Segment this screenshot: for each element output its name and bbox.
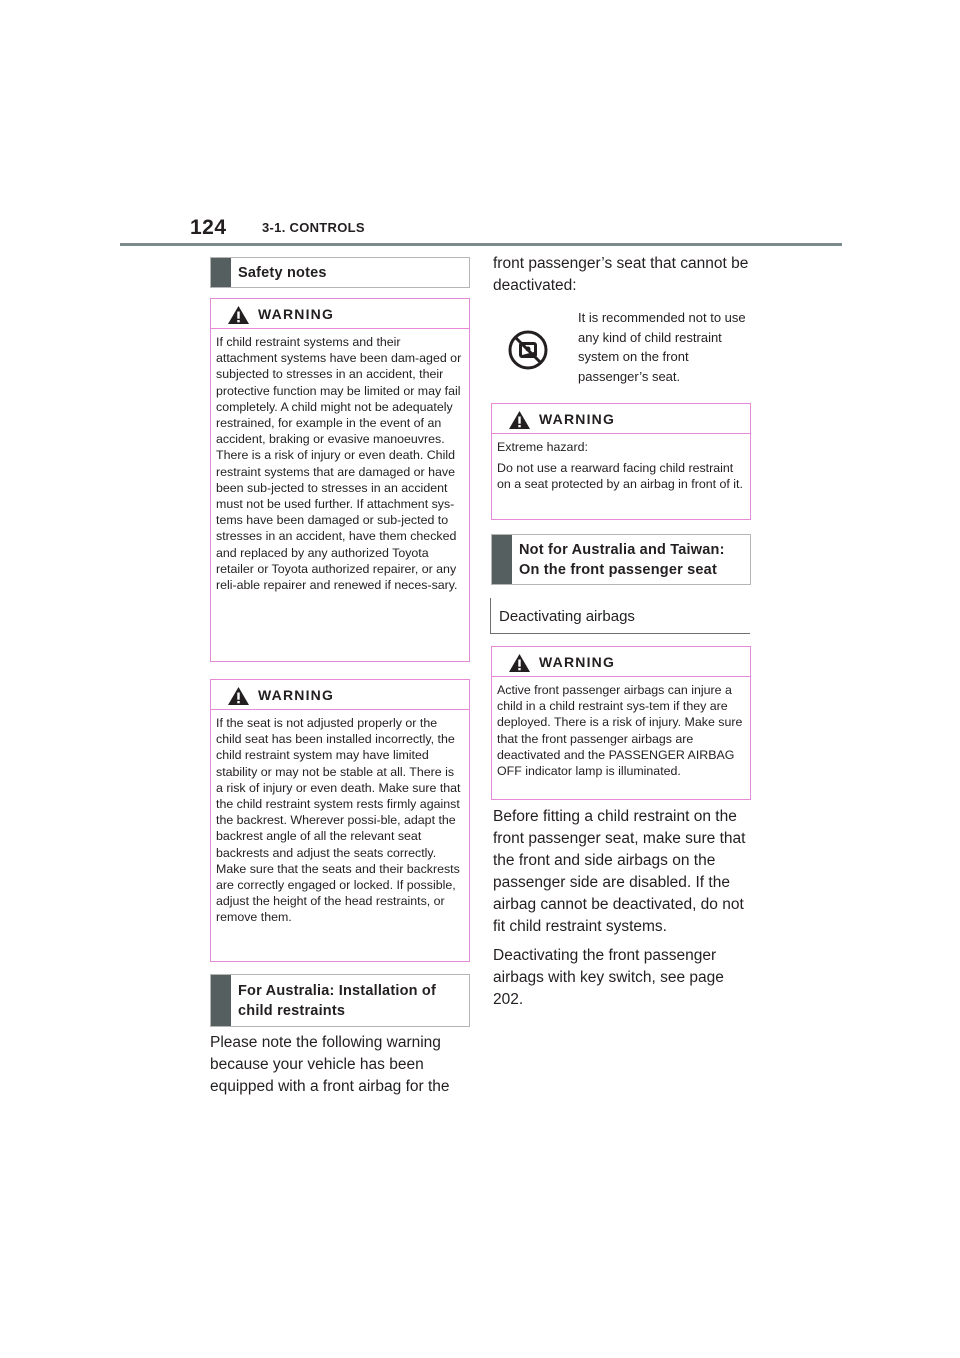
- deactivating-airbags-subheading: [490, 598, 750, 634]
- safety-notes-title: Safety notes: [238, 264, 327, 281]
- warning-text: Active front passenger airbags can injure a child in a child restraint sys-tem if they are deployed. There is a risk of injury. Make sure that the front passenger airbags are deactivated and the PASSENGER AIRBAG OFF indicator lamp is illuminated.: [497, 683, 743, 779]
- no-child-seat-icon: [508, 330, 548, 370]
- page-number: 124: [190, 216, 227, 239]
- paragraph-text: front passenger’s seat that cannot be deactivated:: [493, 255, 749, 294]
- warning-box-1: [210, 298, 470, 662]
- not-australia-header: [491, 534, 751, 585]
- warning-title: WARNING: [539, 654, 616, 670]
- warning-triangle-icon: [227, 686, 250, 706]
- safety-notes-header: [210, 257, 470, 288]
- australia-header: [210, 974, 470, 1027]
- header-rule: [120, 243, 842, 246]
- right-paragraphs: [493, 806, 755, 1018]
- warning-header: [211, 680, 469, 710]
- section-bar: [211, 975, 231, 1026]
- warning-header: [492, 404, 750, 434]
- not-australia-title: Not for Australia and Taiwan: On the front passenger seat: [519, 541, 725, 578]
- warning-box-2: [210, 679, 470, 962]
- deactivating-label: Deactivating airbags: [499, 608, 635, 625]
- warning-header: [211, 299, 469, 329]
- warning-box-3: [491, 403, 751, 520]
- warning-title: WARNING: [539, 411, 616, 427]
- warning-text: If child restraint systems and their attachment systems have been dam-aged or subjected to stresses in an accident, their protective function may be limited or may fail completely. A child might not be adequately restrained, for example in the event of an accident, braking or evasive manoeuvres. There is a risk of injury or even death. Child restraint systems that are damaged or have been sub-jected to stresses in an accident must not be used further. If attachment sys-tems have been damaged or sub-jected to stresses in an accident, have them checked and replaced by any authorized Toyota retailer or Toyota authorized repairer, or any reli-able repairer and renewed if neces-sary.: [216, 335, 462, 593]
- warning-triangle-icon: [508, 653, 531, 673]
- warning-box-4: [491, 646, 751, 800]
- warning-text-line1: Extreme hazard:: [497, 440, 588, 454]
- paragraph-text: Please note the following warning because your vehicle has been equipped with a front airbag for the: [210, 1034, 450, 1095]
- australia-title: For Australia: Installation of child restraints: [238, 982, 437, 1019]
- left-paragraph: [210, 1032, 472, 1105]
- section-title: 3-1. CONTROLS: [262, 220, 365, 235]
- warning-triangle-icon: [508, 410, 531, 430]
- right-continuation: [493, 253, 755, 304]
- warning-text-line2: Do not use a rearward facing child restraint on a seat protected by an airbag in front of it.: [497, 461, 743, 492]
- icon-description: It is recommended not to use any kind of child restraint system on the front passenger’s seat.: [578, 310, 746, 384]
- paragraph-text: Deactivating the front passenger airbags with key switch, see page 202.: [493, 947, 724, 1008]
- paragraph-text: Before fitting a child restraint on the front passenger seat, make sure that the front and side airbags on the passenger side are disabled. If the airbag cannot be deactivated, do not fit child restraint systems.: [493, 808, 746, 935]
- warning-text: If the seat is not adjusted properly or the child seat has been installed incorrectly, the child restraint system may have limited stability or may not be stable at all. There is a risk of injury or even death. Make sure that the child restraint system rests firmly against the backrest. Wherever possi-ble, adapt the backrest angle of all the relevant seat backrests and adjust the seats correctly. Make sure that the seats and their backrests are correctly engaged or locked. If possible, adjust the height of the head restraints, or remove them.: [216, 716, 461, 925]
- warning-title: WARNING: [258, 306, 335, 322]
- warning-header: [492, 647, 750, 677]
- warning-triangle-icon: [227, 305, 250, 325]
- section-bar: [492, 535, 512, 584]
- section-bar: [211, 258, 231, 287]
- warning-title: WARNING: [258, 687, 335, 703]
